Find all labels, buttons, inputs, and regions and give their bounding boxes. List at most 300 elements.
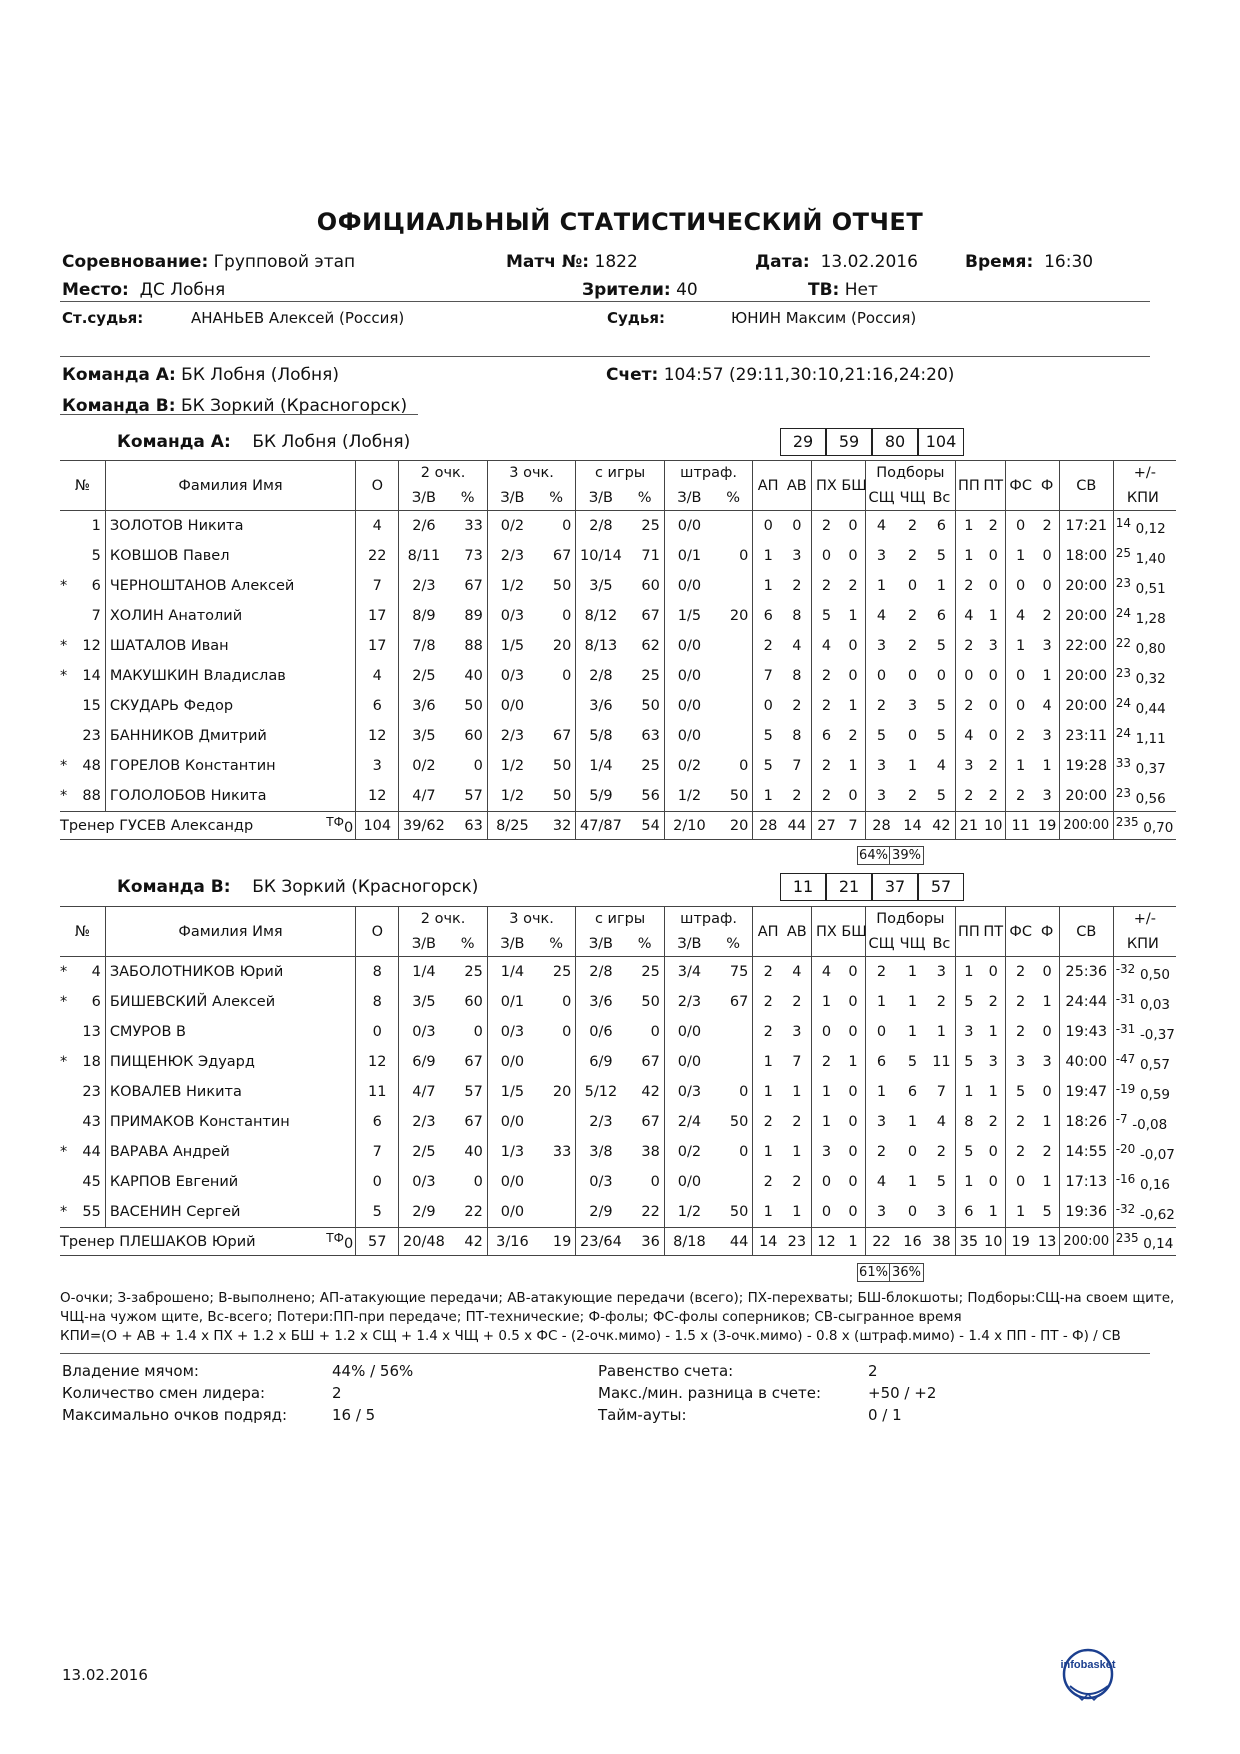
cell-num: 88 bbox=[82, 788, 101, 804]
cell-fgp: 25 bbox=[641, 518, 660, 534]
cell-tr: 5 bbox=[936, 728, 947, 744]
cell-tr: 1 bbox=[936, 1024, 947, 1040]
cell-fg: 3/6 bbox=[576, 691, 626, 721]
cell-or: 2 bbox=[865, 691, 897, 721]
quarter-score: 11 bbox=[780, 873, 826, 901]
cell-ft: 0/2 bbox=[664, 751, 714, 781]
cell-pt: 0 bbox=[988, 964, 998, 980]
cell-ap: 5 bbox=[753, 721, 783, 751]
cell-ap: 1 bbox=[753, 1077, 783, 1107]
infobasket-logo bbox=[1058, 1638, 1130, 1710]
plus-minus-value: 23 bbox=[1115, 575, 1131, 590]
col-oreb-header: СЩ bbox=[865, 486, 897, 511]
cell-ftp bbox=[714, 661, 753, 691]
kpi-value: -0,62 bbox=[1139, 1206, 1175, 1223]
quarter-score: 57 bbox=[918, 873, 964, 901]
cell-dr: 2 bbox=[907, 638, 918, 654]
technical-fouls bbox=[326, 815, 353, 836]
col-two-header: 2 очк. bbox=[399, 461, 488, 486]
player-row bbox=[60, 601, 1176, 631]
cell-pt: 3 bbox=[988, 638, 998, 654]
total-fs: 19 bbox=[1005, 1228, 1035, 1256]
total-threep: 19 bbox=[537, 1228, 576, 1256]
cell-f: 2 bbox=[1042, 1144, 1052, 1160]
cell-threep: 33 bbox=[552, 1144, 572, 1160]
cell-ph: 6 bbox=[811, 721, 841, 751]
cell-f: 0 bbox=[1042, 548, 1052, 564]
col-fs-header: ФС bbox=[1005, 461, 1035, 511]
cell-pts: 11 bbox=[356, 1077, 399, 1107]
col-min-header: СВ bbox=[1059, 907, 1113, 957]
total-ph: 27 bbox=[811, 812, 841, 840]
col-name-header: Фамилия Имя bbox=[105, 461, 355, 511]
cell-ap: 2 bbox=[753, 631, 783, 661]
cell-fg: 2/8 bbox=[576, 957, 626, 988]
cell-fs: 2 bbox=[1005, 987, 1035, 1017]
cell-fs: 2 bbox=[1005, 1017, 1035, 1047]
cell-name: ХОЛИН Анатолий bbox=[105, 601, 355, 631]
cell-star bbox=[60, 721, 77, 751]
player-row bbox=[60, 691, 1176, 721]
cell-min: 20:00 bbox=[1059, 661, 1113, 691]
cell-twop: 67 bbox=[464, 1054, 483, 1070]
cell-min: 40:00 bbox=[1059, 1047, 1113, 1077]
cell-fs: 2 bbox=[1005, 721, 1035, 751]
cell-pts: 5 bbox=[356, 1197, 399, 1228]
team-a-line bbox=[62, 365, 339, 385]
col-kpi-header: КПИ bbox=[1113, 486, 1176, 511]
cell-pt: 0 bbox=[988, 578, 998, 594]
kpi-value: 0,12 bbox=[1135, 520, 1166, 537]
col-pct-header: % bbox=[549, 935, 564, 952]
cell-pmkpi bbox=[1113, 781, 1176, 812]
cell-ap: 6 bbox=[753, 601, 783, 631]
cell-or: 3 bbox=[865, 631, 897, 661]
col-zv-header: З/В bbox=[399, 932, 449, 957]
cell-two: 3/6 bbox=[399, 691, 449, 721]
cell-bsh: 0 bbox=[848, 668, 858, 684]
col-num-header: № bbox=[60, 907, 105, 957]
cell-name: КОВШОВ Павел bbox=[105, 541, 355, 571]
cell-ftp: 20 bbox=[729, 608, 749, 624]
total-ap: 28 bbox=[753, 812, 783, 840]
total-fgp: 36 bbox=[626, 1228, 665, 1256]
total-two: 39/62 bbox=[399, 812, 449, 840]
kpi-value: 0,32 bbox=[1135, 670, 1166, 687]
cell-fs: 1 bbox=[1005, 1197, 1035, 1228]
competition-value: Групповой этап bbox=[213, 252, 356, 272]
col-zv-header: З/В bbox=[487, 486, 537, 511]
kpi-value: 0,56 bbox=[1135, 790, 1166, 807]
cell-tr: 1 bbox=[936, 578, 947, 594]
total-dr: 14 bbox=[897, 812, 927, 840]
cell-ftp: 0 bbox=[739, 1084, 749, 1100]
cell-twop: 88 bbox=[464, 638, 483, 654]
total-three: 8/25 bbox=[487, 812, 537, 840]
cell-ph: 2 bbox=[811, 661, 841, 691]
cell-fgp: 25 bbox=[641, 758, 660, 774]
cell-three: 1/4 bbox=[487, 957, 537, 988]
cell-ap: 1 bbox=[753, 571, 783, 601]
margin-value: +50 / +2 bbox=[868, 1384, 937, 1402]
total-pmkpi bbox=[1113, 812, 1176, 840]
cell-fgp: 42 bbox=[641, 1084, 660, 1100]
kpi-value: 0,57 bbox=[1139, 1056, 1170, 1073]
cell-pp: 1 bbox=[956, 1167, 982, 1197]
col-ft-header: штраф. bbox=[664, 461, 752, 486]
total-dr: 16 bbox=[897, 1228, 927, 1256]
cell-pts: 8 bbox=[356, 987, 399, 1017]
place-label: Место: bbox=[62, 280, 129, 300]
cell-ftp bbox=[714, 1047, 753, 1077]
cell-fs: 0 bbox=[1005, 571, 1035, 601]
cell-twop: 40 bbox=[464, 668, 483, 684]
cell-dr: 6 bbox=[907, 1084, 918, 1100]
cell-min: 19:28 bbox=[1059, 751, 1113, 781]
cell-three: 0/0 bbox=[487, 1107, 537, 1137]
cell-min: 22:00 bbox=[1059, 631, 1113, 661]
cell-pmkpi bbox=[1113, 957, 1176, 988]
cell-or: 4 bbox=[865, 601, 897, 631]
cell-av: 1 bbox=[792, 1204, 802, 1220]
cell-fg: 0/6 bbox=[576, 1017, 626, 1047]
cell-fg: 5/12 bbox=[576, 1077, 626, 1107]
place-value: ДС Лобня bbox=[139, 280, 226, 300]
player-row bbox=[60, 631, 1176, 661]
cell-three: 0/1 bbox=[487, 987, 537, 1017]
cell-two: 2/3 bbox=[399, 1107, 449, 1137]
logo-text: infobasket bbox=[1060, 1659, 1116, 1671]
cell-pt: 1 bbox=[988, 1024, 998, 1040]
cell-fgp: 50 bbox=[641, 994, 660, 1010]
cell-ft: 1/2 bbox=[664, 1197, 714, 1228]
cell-num: 18 bbox=[82, 1054, 101, 1070]
report-title: ОФИЦИАЛЬНЫЙ СТАТИСТИЧЕСКИЙ ОТЧЕТ bbox=[316, 208, 924, 236]
cell-or: 3 bbox=[865, 541, 897, 571]
total-ph: 12 bbox=[811, 1228, 841, 1256]
total-fgp: 54 bbox=[626, 812, 665, 840]
ref-line bbox=[607, 309, 917, 327]
cell-dr: 0 bbox=[907, 1144, 918, 1160]
col-pct-header: % bbox=[460, 935, 475, 952]
coach-totals-row bbox=[60, 1228, 1176, 1256]
cell-tr: 7 bbox=[936, 1084, 947, 1100]
team-a-oreb-pct: 64% bbox=[857, 846, 890, 865]
player-row bbox=[60, 957, 1176, 988]
tv-value: Нет bbox=[844, 280, 878, 300]
cell-fg: 5/8 bbox=[576, 721, 626, 751]
cell-or: 4 bbox=[865, 1167, 897, 1197]
cell-fg: 6/9 bbox=[576, 1047, 626, 1077]
cell-star bbox=[60, 1167, 77, 1197]
col-reb-header: Подборы bbox=[865, 907, 956, 932]
col-zv-header: З/В bbox=[399, 486, 449, 511]
plus-minus-value: -31 bbox=[1115, 1021, 1136, 1036]
total-ftp: 20 bbox=[714, 812, 753, 840]
cell-ftp bbox=[714, 721, 753, 751]
total-ftp: 44 bbox=[714, 1228, 753, 1256]
cell-num: 7 bbox=[91, 608, 101, 624]
cell-min: 17:21 bbox=[1059, 511, 1113, 542]
leader-changes-value: 2 bbox=[332, 1384, 342, 1402]
spectators-line bbox=[582, 280, 698, 300]
cell-min: 19:36 bbox=[1059, 1197, 1113, 1228]
cell-two: 0/3 bbox=[399, 1017, 449, 1047]
cell-f: 4 bbox=[1042, 698, 1052, 714]
cell-tr: 5 bbox=[936, 638, 947, 654]
plus-minus-value: 24 bbox=[1115, 725, 1131, 740]
player-row bbox=[60, 1017, 1176, 1047]
total-or: 22 bbox=[865, 1228, 897, 1256]
cell-dr: 0 bbox=[907, 578, 918, 594]
cell-pmkpi bbox=[1113, 987, 1176, 1017]
cell-or: 4 bbox=[865, 511, 897, 542]
coach-label: Тренер bbox=[60, 817, 115, 834]
cell-ph: 2 bbox=[811, 691, 841, 721]
cell-star bbox=[60, 691, 77, 721]
cell-dr: 2 bbox=[907, 548, 918, 564]
max-run-value: 16 / 5 bbox=[332, 1406, 376, 1424]
cell-pts: 4 bbox=[356, 661, 399, 691]
col-ap-header: АП bbox=[753, 461, 783, 511]
col-pct-header: % bbox=[549, 489, 564, 506]
cell-dr: 1 bbox=[907, 1114, 918, 1130]
team-b-stats-table bbox=[60, 906, 1176, 1256]
cell-bsh: 1 bbox=[848, 608, 858, 624]
cell-ft: 0/1 bbox=[664, 541, 714, 571]
cell-fs: 0 bbox=[1005, 661, 1035, 691]
cell-three: 0/3 bbox=[487, 601, 537, 631]
legend bbox=[60, 1289, 1180, 1346]
cell-fs: 4 bbox=[1005, 601, 1035, 631]
total-pp: 35 bbox=[956, 1228, 982, 1256]
cell-threep bbox=[537, 1167, 576, 1197]
team-b-value: БК Зоркий (Красногорск) bbox=[180, 396, 408, 416]
col-three-header: 3 очк. bbox=[487, 907, 576, 932]
cell-min: 24:44 bbox=[1059, 987, 1113, 1017]
cell-fgp: 67 bbox=[641, 608, 660, 624]
plus-minus-value: 23 bbox=[1115, 785, 1131, 800]
cell-pts: 4 bbox=[356, 511, 399, 542]
col-pct-header: % bbox=[726, 489, 741, 506]
max-run-label: Максимально очков подряд: bbox=[62, 1406, 288, 1424]
cell-or: 0 bbox=[865, 1017, 897, 1047]
cell-three: 0/2 bbox=[487, 511, 537, 542]
cell-pts: 8 bbox=[356, 957, 399, 988]
kpi-value: 0,37 bbox=[1135, 760, 1166, 777]
cell-twop: 60 bbox=[464, 994, 483, 1010]
cell-two: 2/5 bbox=[399, 1137, 449, 1167]
cell-av: 2 bbox=[792, 698, 802, 714]
tf-value: 0 bbox=[343, 1235, 354, 1252]
kpi-value: -0,08 bbox=[1132, 1116, 1168, 1133]
cell-num: 1 bbox=[91, 518, 101, 534]
cell-or: 2 bbox=[865, 957, 897, 988]
cell-star: * bbox=[60, 1054, 68, 1070]
col-zv-header: З/В bbox=[664, 932, 714, 957]
cell-f: 2 bbox=[1042, 608, 1052, 624]
cell-name: ЗАБОЛОТНИКОВ Юрий bbox=[105, 957, 355, 988]
cell-av: 4 bbox=[792, 964, 802, 980]
footer-date: 13.02.2016 bbox=[62, 1666, 148, 1684]
team-a-quarter-scores bbox=[780, 428, 970, 456]
kpi-value: 1,40 bbox=[1135, 550, 1166, 567]
cell-ph: 2 bbox=[811, 571, 841, 601]
col-pt-header: ПТ bbox=[982, 907, 1006, 957]
cell-fg: 2/3 bbox=[576, 1107, 626, 1137]
cell-num: 5 bbox=[91, 548, 101, 564]
cell-fgp: 60 bbox=[641, 578, 660, 594]
possession-value: 44% / 56% bbox=[332, 1362, 414, 1380]
cell-ftp: 0 bbox=[739, 548, 749, 564]
kpi-value: 0,70 bbox=[1143, 820, 1174, 836]
col-av-header: АВ bbox=[783, 907, 811, 957]
col-zv-header: З/В bbox=[487, 932, 537, 957]
cell-bsh: 1 bbox=[848, 698, 858, 714]
score-label: Счет: bbox=[606, 365, 659, 385]
cell-pmkpi bbox=[1113, 1017, 1176, 1047]
cell-twop: 25 bbox=[464, 964, 483, 980]
col-bsh-header: БШ bbox=[841, 907, 865, 957]
cell-three: 0/0 bbox=[487, 1047, 537, 1077]
cell-name: КОВАЛЕВ Никита bbox=[105, 1077, 355, 1107]
legend-line: КПИ=(О + АВ + 1.4 х ПХ + 1.2 х БШ + 1.2 х СЩ + 1.4 х ЧЩ + 0.5 х ФС - (2-очк.мимо) - 1.5 х (3-очк.мимо) - 0.8 х (штраф.мимо) - 1.4 х ПП - ПТ - Ф) / СВ bbox=[60, 1328, 1121, 1344]
cell-twop: 0 bbox=[473, 758, 483, 774]
team-b-line bbox=[62, 396, 407, 416]
cell-ap: 2 bbox=[753, 1107, 783, 1137]
cell-pp: 6 bbox=[956, 1197, 982, 1228]
cell-ft: 0/0 bbox=[664, 691, 714, 721]
cell-ph: 2 bbox=[811, 781, 841, 812]
kpi-value: 0,50 bbox=[1139, 966, 1170, 983]
cell-ph: 2 bbox=[811, 511, 841, 542]
cell-av: 1 bbox=[792, 1144, 802, 1160]
cell-num: 43 bbox=[82, 1114, 101, 1130]
cell-ft: 1/5 bbox=[664, 601, 714, 631]
cell-two: 8/11 bbox=[399, 541, 449, 571]
total-pmkpi bbox=[1113, 1228, 1176, 1256]
cell-ph: 1 bbox=[811, 987, 841, 1017]
cell-pt: 2 bbox=[988, 758, 998, 774]
cell-f: 0 bbox=[1042, 1084, 1052, 1100]
cell-pts: 6 bbox=[356, 1107, 399, 1137]
cell-star: * bbox=[60, 1144, 68, 1160]
date-value: 13.02.2016 bbox=[820, 252, 918, 272]
cell-f: 3 bbox=[1042, 728, 1052, 744]
player-row bbox=[60, 751, 1176, 781]
cell-three: 2/3 bbox=[487, 541, 537, 571]
cell-star bbox=[60, 541, 77, 571]
cell-min: 19:47 bbox=[1059, 1077, 1113, 1107]
cell-pt: 0 bbox=[988, 698, 998, 714]
cell-tr: 0 bbox=[936, 668, 947, 684]
cell-three: 1/3 bbox=[487, 1137, 537, 1167]
legend-line: О-очки; З-заброшено; В-выполнено; АП-атакующие передачи; АВ-атакующие передачи (всего); ПХ-перехваты; БШ-блокшоты; Подборы:СЩ-на своем щите, bbox=[60, 1290, 1175, 1306]
plus-minus-value: 235 bbox=[1115, 815, 1139, 829]
cell-two: 2/3 bbox=[399, 571, 449, 601]
cell-tr: 5 bbox=[936, 1174, 947, 1190]
cell-two: 4/7 bbox=[399, 781, 449, 812]
total-or: 28 bbox=[865, 812, 897, 840]
cell-fg: 3/5 bbox=[576, 571, 626, 601]
total-fg: 23/64 bbox=[576, 1228, 626, 1256]
cell-ph: 2 bbox=[811, 751, 841, 781]
cell-av: 1 bbox=[792, 1084, 802, 1100]
col-fs-header: ФС bbox=[1005, 907, 1035, 957]
cell-ph: 0 bbox=[811, 1017, 841, 1047]
cell-threep bbox=[537, 691, 576, 721]
cell-min: 20:00 bbox=[1059, 691, 1113, 721]
cell-num: 23 bbox=[82, 728, 101, 744]
cell-dr: 0 bbox=[907, 1204, 918, 1220]
cell-fg: 2/8 bbox=[576, 511, 626, 542]
cell-ap: 1 bbox=[753, 1197, 783, 1228]
cell-pmkpi bbox=[1113, 541, 1176, 571]
plus-minus-value: -31 bbox=[1115, 991, 1136, 1006]
cell-name: ЗОЛОТОВ Никита bbox=[105, 511, 355, 542]
tv-line bbox=[808, 280, 878, 300]
cell-star bbox=[60, 511, 77, 542]
cell-pt: 1 bbox=[988, 1084, 998, 1100]
plus-minus-value: -19 bbox=[1115, 1081, 1136, 1096]
cell-fs: 0 bbox=[1005, 691, 1035, 721]
total-twop: 63 bbox=[449, 812, 488, 840]
cell-pts: 6 bbox=[356, 691, 399, 721]
cell-ft: 0/0 bbox=[664, 661, 714, 691]
cell-ap: 5 bbox=[753, 751, 783, 781]
col-dreb-header: ЧЩ bbox=[899, 489, 926, 506]
cell-name: ПРИМАКОВ Константин bbox=[105, 1107, 355, 1137]
cell-star bbox=[60, 1077, 77, 1107]
cell-f: 3 bbox=[1042, 638, 1052, 654]
cell-twop: 50 bbox=[464, 698, 483, 714]
cell-ft: 0/0 bbox=[664, 511, 714, 542]
quarter-score: 80 bbox=[872, 428, 918, 456]
cell-pt: 3 bbox=[988, 1054, 998, 1070]
cell-fs: 3 bbox=[1005, 1047, 1035, 1077]
total-threep: 32 bbox=[537, 812, 576, 840]
cell-pts: 12 bbox=[356, 781, 399, 812]
tf-label: ТФ bbox=[326, 815, 344, 829]
cell-ap: 1 bbox=[753, 1047, 783, 1077]
total-av: 44 bbox=[783, 812, 811, 840]
cell-ph: 1 bbox=[811, 1077, 841, 1107]
place-line bbox=[62, 280, 225, 300]
player-row bbox=[60, 1107, 1176, 1137]
timeouts-label: Тайм-ауты: bbox=[598, 1406, 687, 1424]
cell-three: 1/2 bbox=[487, 571, 537, 601]
divider bbox=[60, 356, 1150, 357]
cell-tr: 6 bbox=[936, 608, 947, 624]
cell-ftp bbox=[714, 691, 753, 721]
cell-ap: 2 bbox=[753, 1017, 783, 1047]
total-bsh: 1 bbox=[841, 1228, 865, 1256]
cell-bsh: 0 bbox=[848, 788, 858, 804]
cell-bsh: 2 bbox=[848, 578, 858, 594]
cell-fgp: 25 bbox=[641, 964, 660, 980]
cell-pmkpi bbox=[1113, 721, 1176, 751]
cell-ftp bbox=[714, 511, 753, 542]
cell-star bbox=[60, 1107, 77, 1137]
cell-pts: 12 bbox=[356, 1047, 399, 1077]
coach-totals-row bbox=[60, 812, 1176, 840]
col-bsh-header: БШ bbox=[841, 461, 865, 511]
cell-fgp: 67 bbox=[641, 1114, 660, 1130]
cell-bsh: 0 bbox=[848, 1114, 858, 1130]
cell-min: 14:55 bbox=[1059, 1137, 1113, 1167]
cell-bsh: 2 bbox=[848, 728, 858, 744]
cell-or: 3 bbox=[865, 781, 897, 812]
